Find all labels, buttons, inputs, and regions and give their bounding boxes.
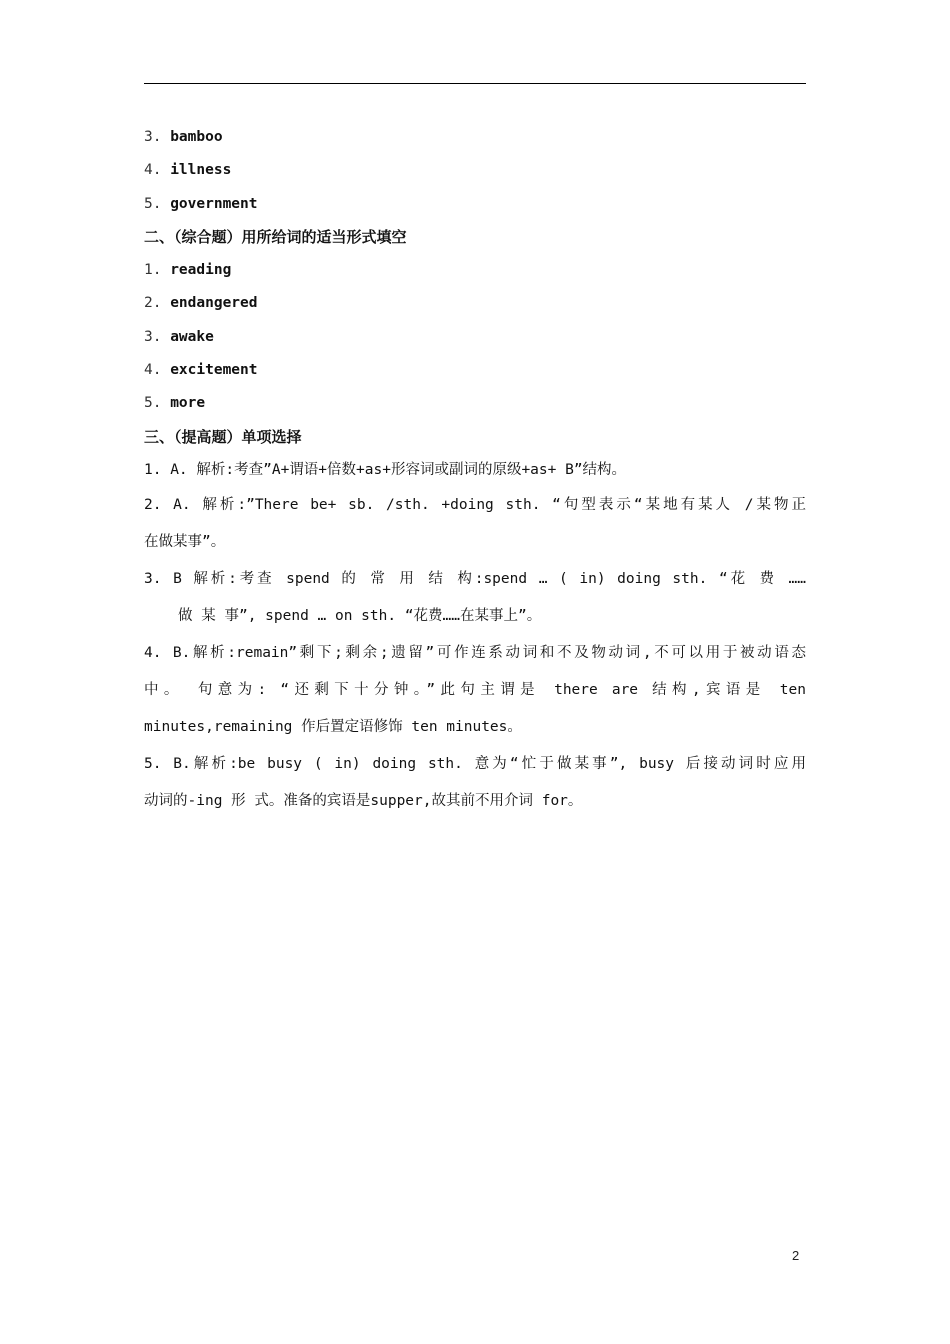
list-item: [144, 254, 806, 287]
answer-explanation-line: minutes,remaining 作后置定语修饰 ten minutes。: [144, 719, 522, 736]
answer-word: reading: [170, 262, 232, 279]
header-rule: [144, 83, 806, 84]
item-number: 5.: [144, 195, 162, 212]
list-item: [144, 354, 806, 387]
section-heading: 二、（综合题）用所给词的适当形式填空: [144, 227, 407, 246]
item-number: 5.: [144, 395, 162, 412]
answer-explanation-line: 5. B.解析:be busy ( in) doing sth. 意为“忙于做某事”, busy 后接动词时应用: [144, 756, 806, 773]
list-item: [144, 287, 806, 320]
answer-explanation-line: 2. A. 解析:”There be+ sb. /sth. +doing sth. “句型表示“某地有某人 /某物正: [144, 497, 806, 514]
document-body: [144, 121, 806, 820]
item-number: 3.: [144, 129, 162, 145]
list-item: [144, 154, 806, 187]
item-number: 3.: [144, 328, 162, 345]
list-item: [144, 188, 806, 221]
answer-explanation-line: 动词的-ing 形 式。准备的宾语是supper,故其前不用介词 for。: [144, 793, 583, 810]
answer-word: bamboo: [170, 129, 223, 145]
list-item: [144, 387, 806, 420]
answer-explanation-line: 3. B 解析:考查 spend 的 常 用 结 构:spend … ( in) doing sth. “花 费 ……: [144, 571, 806, 588]
list-item: [144, 321, 806, 354]
item-number: 4.: [144, 362, 162, 379]
answer-word: awake: [170, 328, 214, 345]
answer-explanation-line: 4. B.解析:remain”剩下;剩余;遗留”可作连系动词和不及物动词,不可以用于被动语态: [144, 645, 806, 662]
answer-word: government: [170, 195, 258, 212]
item-number: 2.: [144, 295, 162, 312]
answer-word: more: [170, 395, 206, 412]
item-number: 1.: [144, 262, 162, 279]
answer-explanation-line: 做 某 事”, spend … on sth. “花费……在某事上”。: [178, 608, 542, 625]
page-number: 2: [792, 1248, 800, 1263]
answer-explanation-line: 中。 句意为: “还剩下十分钟。”此句主谓是 there are 结构,宾语是 ten: [144, 682, 806, 699]
answer-explanation-line: 在做某事”。: [144, 534, 226, 551]
answer-word: excitement: [170, 362, 258, 379]
answer-explanation: 1. A. 解析:考查”A+谓语+倍数+as+形容词或副词的原级+as+ B”结构。: [144, 461, 627, 478]
section-heading: 三、（提高题）单项选择: [144, 427, 302, 446]
item-number: 4.: [144, 162, 162, 179]
answer-word: illness: [170, 162, 232, 179]
list-item: [144, 121, 806, 154]
answer-word: endangered: [170, 295, 258, 312]
